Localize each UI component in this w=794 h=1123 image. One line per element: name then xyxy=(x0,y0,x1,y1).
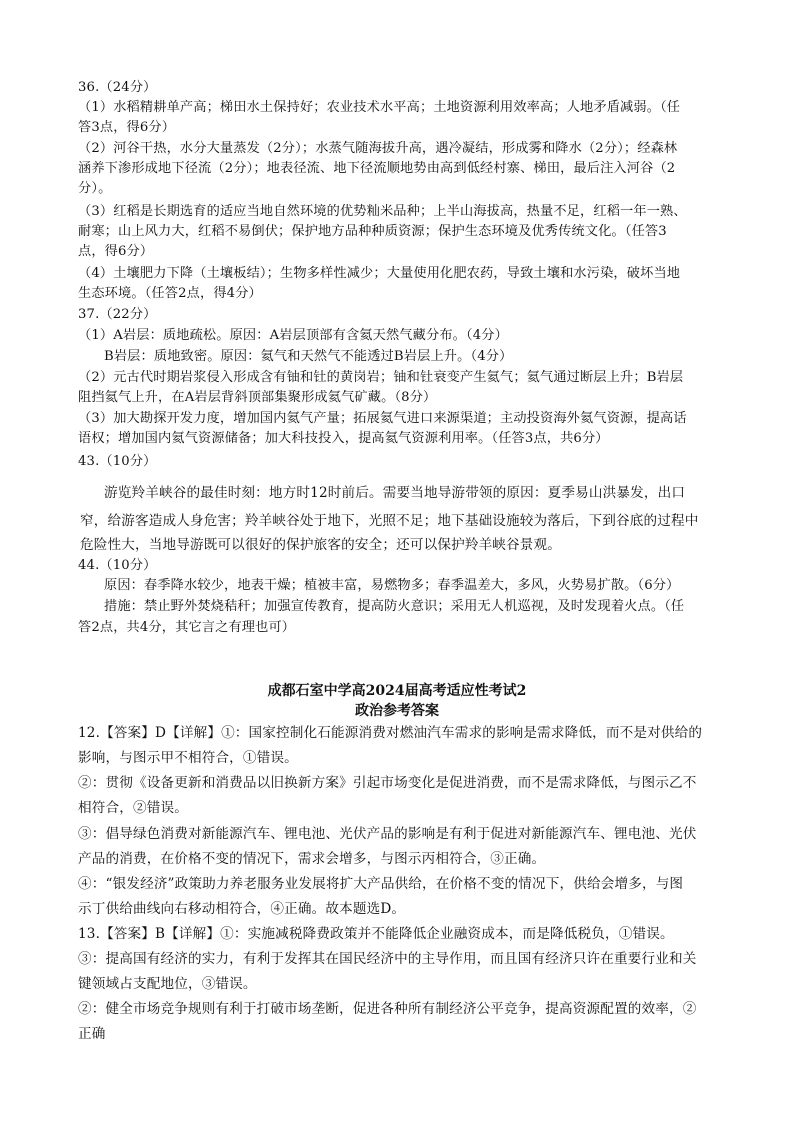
answer-line: 窄，给游客造成人身危害；羚羊峡谷处于地下，光照不足；地下基础设施较为落后，下到谷底的过程中 xyxy=(80,513,699,529)
answer-line: B岩层：质地致密。原因：氦气和天然气不能透过B岩层上升。（4分） xyxy=(104,349,513,364)
answer-line: 答3点，得6分） xyxy=(78,120,176,135)
answer-line: 示丁供给曲线向右移动相符合，④正确。故本题选D。 xyxy=(78,901,406,917)
answer-line: 危险性大，当地导游既可以很好的保护旅客的安全；还可以保护羚羊峡谷景观。 xyxy=(80,537,562,553)
answer-line: 产品的消费，在价格不变的情况下，需求会增多，与图示丙相符合，③正确。 xyxy=(78,851,546,867)
answer-line: 44.（10分） xyxy=(78,558,157,573)
answer-line: ②：健全市场竞争规则有利于打破市场垄断，促进各种所有制经济公平竞争，提高资源配置的效率，② xyxy=(78,1001,697,1017)
answer-line: （1）水稻精耕单产高；梯田水土保持好；农业技术水平高；土地资源利用效率高；人地矛盾减弱。（任 xyxy=(78,100,681,115)
answer-line: （1）A岩层：质地疏松。原因：A岩层顶部有含氦天然气藏分布。（4分） xyxy=(78,328,508,343)
answer-line: （2）河谷干热，水分大量蒸发（2分）；水蒸气随海拔升高，遇冷凝结，形成雾和降水（2分）；经森林 xyxy=(78,141,678,156)
answer-line: （4）土壤肥力下降（土壤板结）；生物多样性减少；大量使用化肥农药，导致土壤和水污染，破坏当地 xyxy=(78,266,681,281)
answer-line: 阻挡氦气上升，在A岩层背斜顶部集聚形成氦气矿藏。（8分） xyxy=(78,390,437,405)
answer-line: 13.【答案】B【详解】①：实施减税降费政策并不能降低企业融资成本，而是降低税负，①错误。 xyxy=(78,926,674,942)
answer-line: 正确 xyxy=(78,1026,106,1042)
answer-line: 12.【答案】D【详解】①：国家控制化石能源消费对燃油汽车需求的影响是需求降低，而不是对供给的 xyxy=(78,725,703,741)
answer-line: 语权；增加国内氦气资源储备；加大科技投入，提高氦气资源利用率。（任答3点，共6分） xyxy=(78,431,609,446)
answer-line: 37.（22分） xyxy=(78,307,157,322)
answer-line: ④：“银发经济”政策助力养老服务业发展将扩大产品供给，在价格不变的情况下，供给会增多，与图 xyxy=(78,876,684,892)
section-title: 成都石室中学高2024届高考适应性考试2 xyxy=(267,683,527,699)
answer-line: 点，得6分） xyxy=(78,244,154,259)
answer-line: 原因：春季降水较少，地表干燥；植被丰富，易燃物多；春季温差大，多风，火势易扩散。（6分） xyxy=(104,578,680,593)
answer-line: （2）元古代时期岩浆侵入形成含有铀和钍的黄岗岩；铀和钍衰变产生氦气；氦气通过断层上升；B岩层 xyxy=(78,370,684,385)
answer-line: （3）加大勘探开发力度，增加国内氦气产量；拓展氦气进口来源渠道；主动投资海外氦气资源，提高话 xyxy=(78,411,687,426)
answer-line: 分）。 xyxy=(78,181,112,196)
answer-line: （3）红稻是长期选育的适应当地自然环境的优势籼米品种；上半山海拔高，热量不足，红稻一年一熟、 xyxy=(78,204,687,219)
answer-line: 影响，与图示甲不相符合，①错误。 xyxy=(78,750,298,766)
answer-line: 生态环境。（任答2点，得4分） xyxy=(78,286,262,301)
answer-line: 36.（24分） xyxy=(78,80,157,95)
answer-line: 涵养下渗形成地下径流（2分）；地表径流、地下径流顺地势由高到低经村寨、梯田，最后注入河谷（2 xyxy=(78,161,676,176)
answer-line: ②：贯彻《设备更新和消费品以旧换新方案》引起市场变化是促进消费，而不是需求降低，与图示乙不 xyxy=(78,775,697,791)
answer-line: 耐寒；山上风力大，红稻不易倒伏；保护地方品种种质资源；保护生态环境及优秀传统文化。（任答3 xyxy=(78,224,667,239)
answer-line: 措施：禁止野外焚烧秸秆；加强宣传教育，提高防火意识；采用无人机巡视，及时发现着火点。（任 xyxy=(104,599,685,614)
answer-line: 相符合，②错误。 xyxy=(78,800,188,816)
answer-line: 键领域占支配地位，③错误。 xyxy=(78,976,257,992)
answer-line: 游览羚羊峡谷的最佳时刻：地方时12时前后。需要当地导游带领的原因：夏季易山洪暴发，出口 xyxy=(104,485,686,501)
answer-line: 43.（10分） xyxy=(78,454,157,469)
section-subtitle: 政治参考答案 xyxy=(355,703,439,719)
answer-line: 答2点，共4分，其它言之有理也可） xyxy=(78,620,296,635)
answer-line: ③：倡导绿色消费对新能源汽车、锂电池、光伏产品的影响是有利于促进对新能源汽车、锂电池、光伏 xyxy=(78,826,697,842)
answer-line: ③：提高国有经济的实力，有利于发挥其在国民经济中的主导作用，而且国有经济只许在重要行业和关 xyxy=(78,951,697,967)
